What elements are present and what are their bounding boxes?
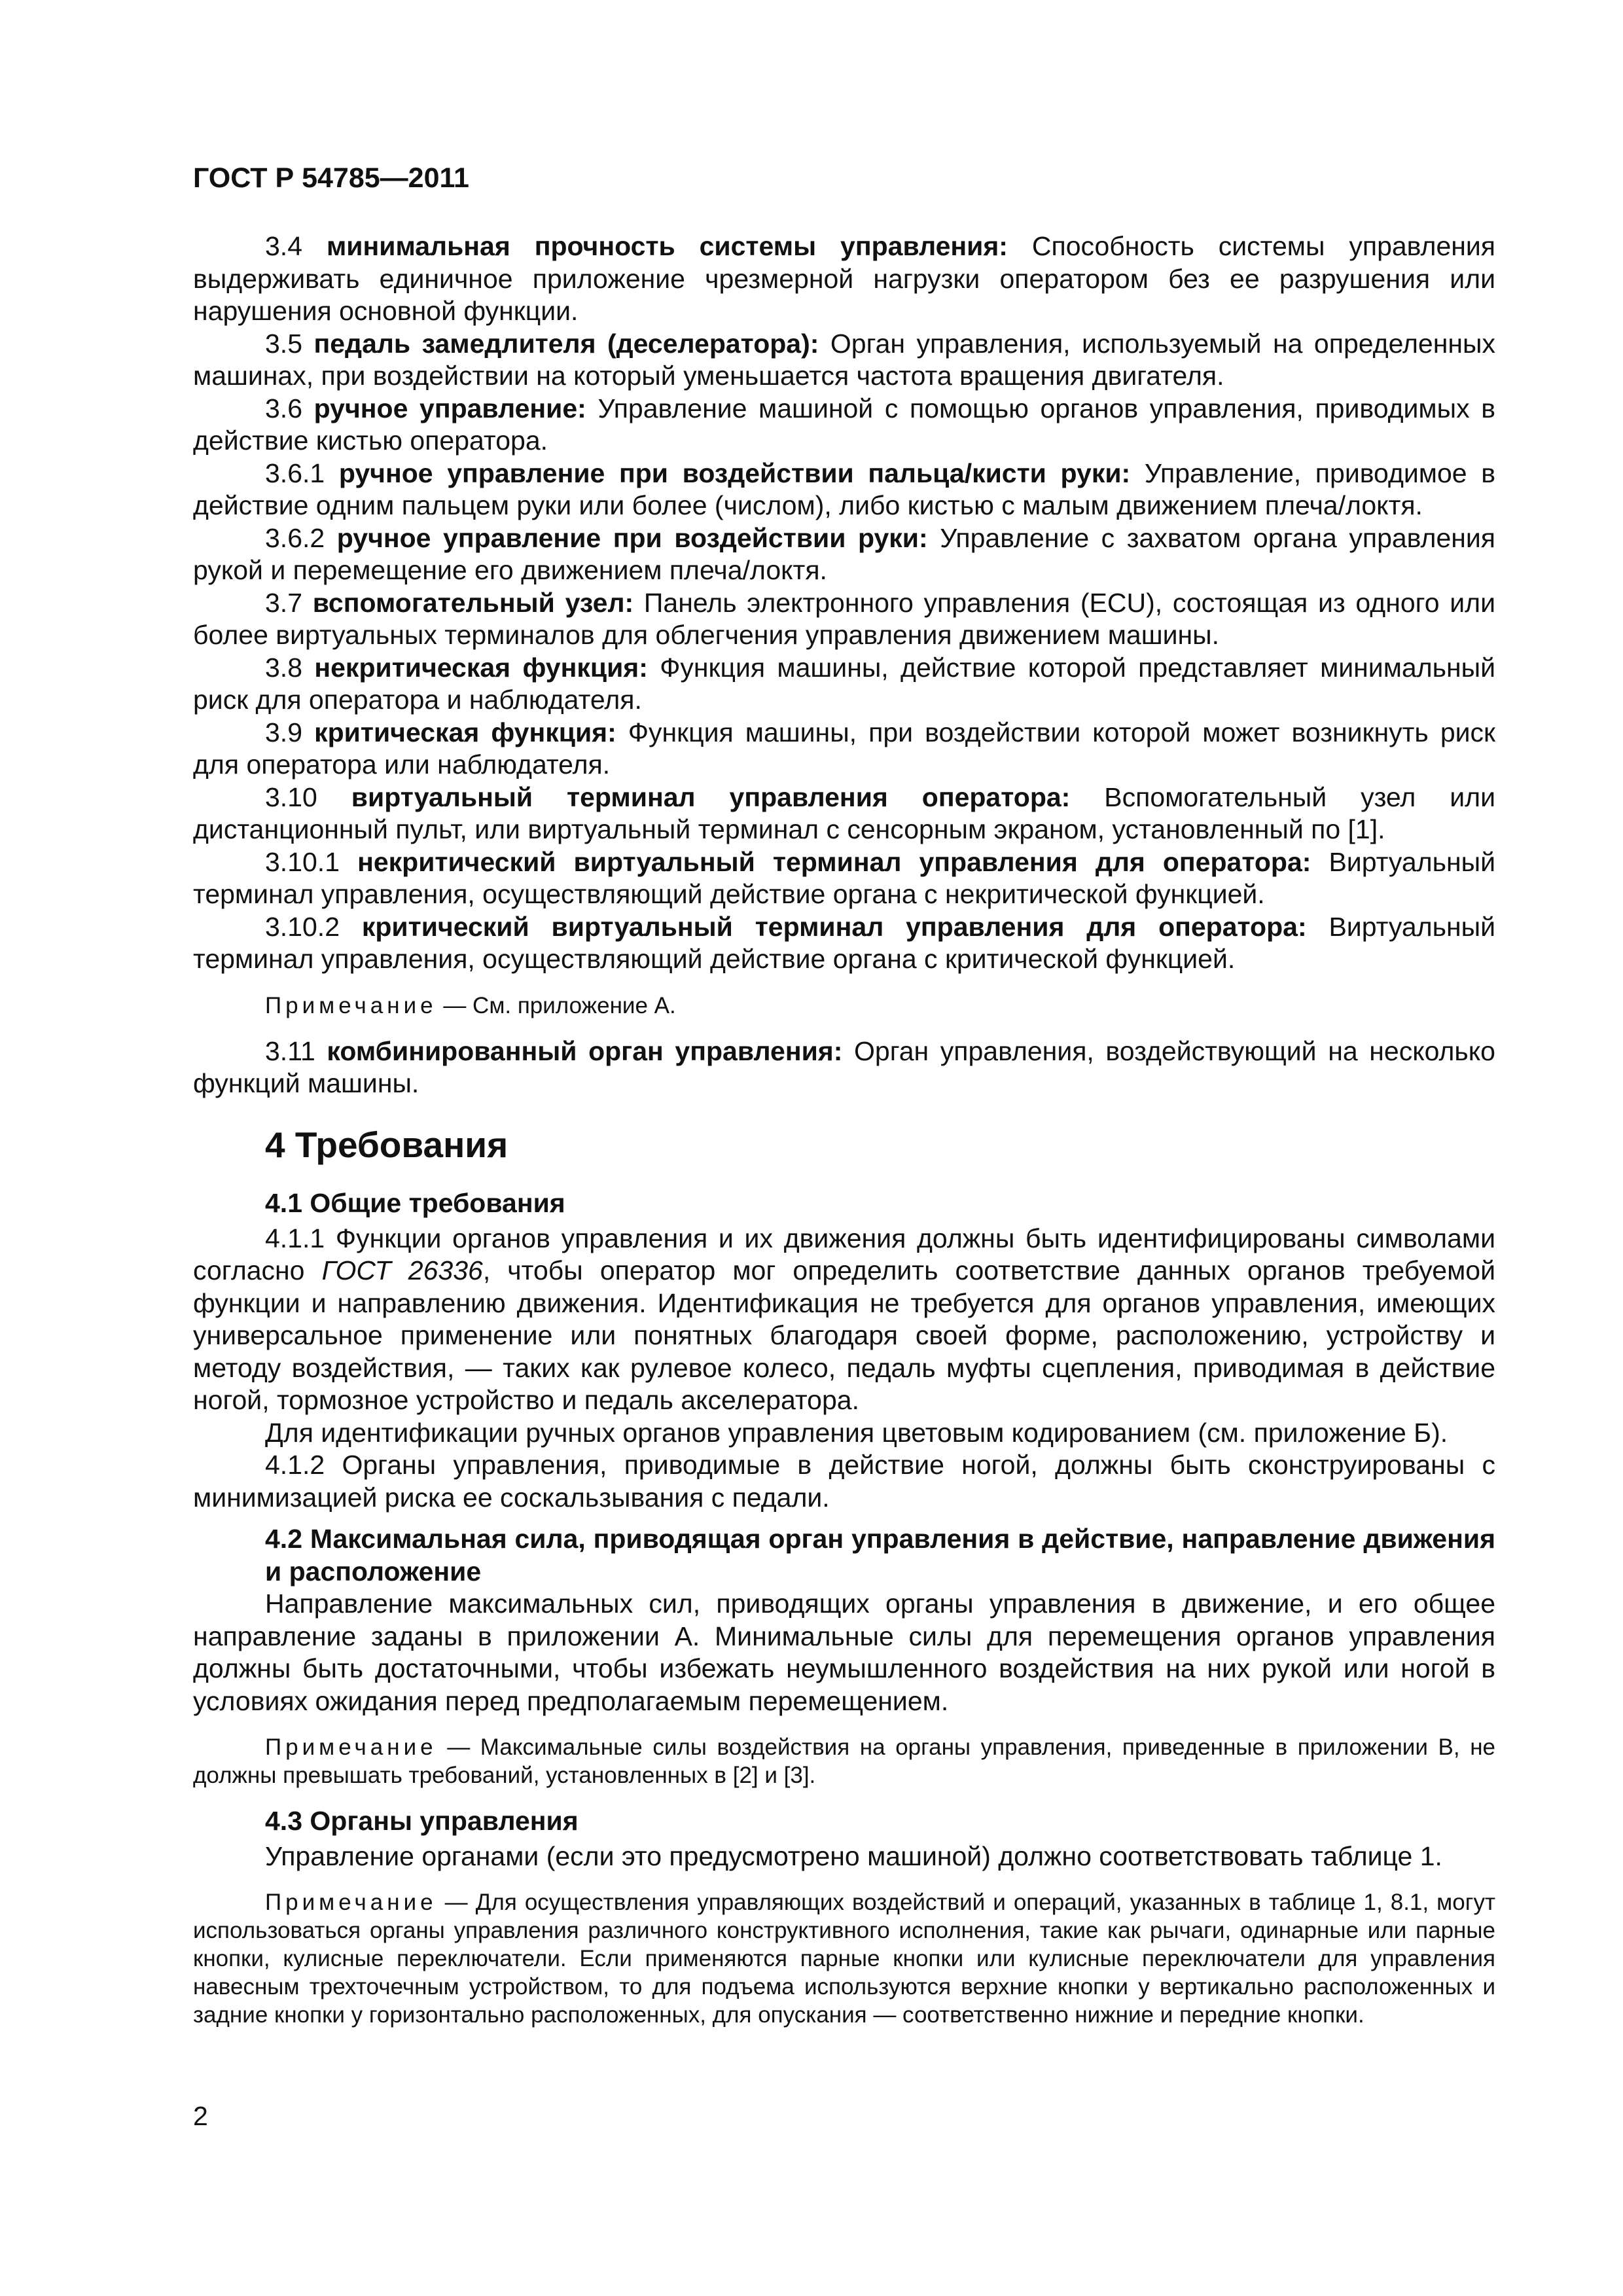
section-4-heading: 4 Требования	[265, 1124, 508, 1165]
note-4-3: Примечание — Для осуществления управляющих воздействий и операций, указанных в таблице 1, 8.1, могут использоваться органы управления различного конструктивного исполнения, такие как рычаги, одинарные или парные кнопки, кулисные переключатели. Если применяются парные кнопки или кулисные переключатели для управления навесным трехточечным устройством, то для подъема используются верхние кнопки у вертикально расположенных и задние кнопки у горизонтально расположенных, для опускания — соответственно нижние и передние кнопки.	[193, 1890, 1495, 2028]
paragraph-4-2: Направление максимальных сил, приводящих органы управления в движение, и его общее направление заданы в приложении А. Минимальные силы для перемещения органов управления должны быть достаточными, чтобы избежать неумышленного воздействия на них рукой или ногой в условиях ожидания перед предполагаемым перемещением.	[193, 1588, 1495, 1716]
paragraph-4-1-1: 4.1.1 Функции органов управления и их движения должны быть идентифицированы символами согласно ГОСТ 26336, чтобы оператор мог определить соответствие данных органов требуемой функции и направлению движения. Идентификация не требуется для органов управления, имеющих универсальное применение или понятных благодаря своей форме, расположению, устройству и методу воздействия, — таких как рулевое колесо, педаль муфты сцепления, приводимая в действие ногой, тормозное устройство и педаль акселератора.	[193, 1223, 1495, 1415]
subsection-4-3-heading: 4.3 Органы управления	[265, 1806, 579, 1836]
document-body	[193, 230, 1495, 2045]
definition-3-8: 3.8 некритическая функция: Функция машины, действие которой представляет минимальный риск для оператора и наблюдателя.	[193, 652, 1495, 715]
paragraph-4-1-2: 4.1.2 Органы управления, приводимые в действие ногой, должны быть сконструированы с минимизацией риска ее соскальзывания с педали.	[193, 1450, 1495, 1513]
definition-3-6-2: 3.6.2 ручное управление при воздействии руки: Управление с захватом органа управления рукой и перемещение его движением плеча/локтя.	[193, 522, 1495, 585]
definition-3-6: 3.6 ручное управление: Управление машиной с помощью органов управления, приводимых в действие кистью оператора.	[193, 393, 1496, 456]
definition-3-7: 3.7 вспомогательный узел: Панель электронного управления (ECU), состоящая из одного или более виртуальных терминалов для облегчения управления движением машины.	[193, 587, 1495, 650]
document-header: ГОСТ Р 54785—2011	[193, 162, 469, 194]
subsection-4-2-heading: 4.2 Максимальная сила, приводящая орган управления в действие, направление движения и расположение	[265, 1524, 1495, 1587]
page-number: 2	[193, 2101, 208, 2131]
definition-3-4: 3.4 минимальная прочность системы управления: Способность системы управления выдерживать единичное приложение чрезмерной нагрузки оператором без ее разрушения или нарушения основной функции.	[193, 231, 1495, 326]
definition-3-10: 3.10 виртуальный терминал управления оператора: Вспомогательный узел или дистанционный пульт, или виртуальный терминал с сенсорным экраном, установленный по [1].	[193, 781, 1495, 844]
note-4-2: Примечание — Максимальные силы воздействия на органы управления, приведенные в приложении В, не должны превышать требований, установленных в [2] и [3].	[193, 1734, 1495, 1788]
definition-3-10-2: 3.10.2 критический виртуальный терминал управления для оператора: Виртуальный терминал управления, осуществляющий действие органа с критической функцией.	[193, 911, 1495, 974]
standard-reference: ГОСТ 26336	[321, 1255, 483, 1285]
definition-3-5: 3.5 педаль замедлителя (деселератора): Орган управления, используемый на определенных машинах, при воздействии на который уменьшается частота вращения двигателя.	[193, 328, 1495, 391]
definition-3-6-1: 3.6.1 ручное управление при воздействии пальца/кисти руки: Управление, приводимое в действие одним пальцем руки или более (числом), либо кистью с малым движением плеча/локтя.	[193, 457, 1495, 520]
note-appendix-a: Примечание — См. приложение А.	[265, 992, 676, 1018]
paragraph-4-3: Управление органами (если это предусмотрено машиной) должно соответствовать таблице 1.	[265, 1840, 1442, 1871]
definition-3-10-1: 3.10.1 некритический виртуальный терминал управления для оператора: Виртуальный терминал управления, осуществляющий действие органа с некритической функцией.	[193, 846, 1495, 909]
subsection-4-1-heading: 4.1 Общие требования	[265, 1188, 565, 1218]
paragraph-color-coding: Для идентификации ручных органов управления цветовым кодированием (см. приложение Б).	[265, 1417, 1448, 1448]
definition-3-9: 3.9 критическая функция: Функция машины, при воздействии которой может возникнуть риск для оператора или наблюдателя.	[193, 717, 1495, 780]
definition-3-11: 3.11 комбинированный орган управления: Орган управления, воздействующий на несколько функций машины.	[193, 1035, 1495, 1098]
